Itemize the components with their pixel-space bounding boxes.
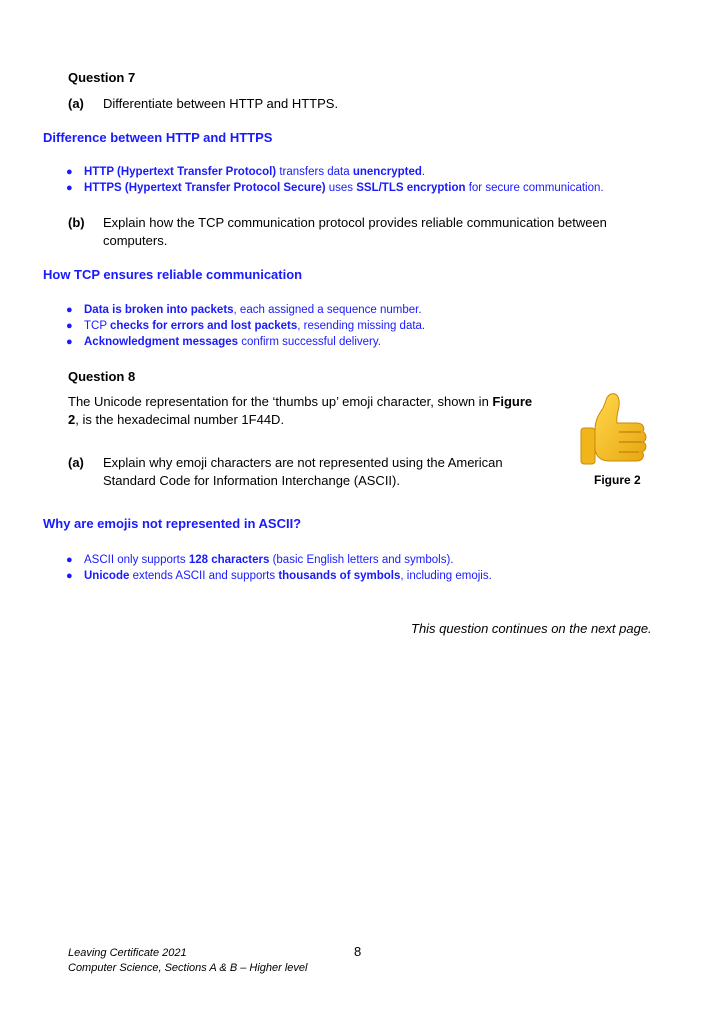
- list-item: ● Data is broken into packets, each assigned a sequence number.: [66, 304, 422, 316]
- answer-8a-list: [62, 552, 492, 584]
- list-item: ● Unicode extends ASCII and supports thousands of symbols, including emojis.: [66, 570, 492, 582]
- answer-8a-heading: Why are emojis not represented in ASCII?: [43, 516, 302, 531]
- answer-7a-list: [62, 164, 604, 196]
- q7b-text: Explain how the TCP communication protocol provides reliable communication between computers.: [103, 215, 607, 248]
- q8a-label: (a): [68, 455, 84, 470]
- list-item: ● HTTPS (Hypertext Transfer Protocol Secure) uses SSL/TLS encryption for secure communication.: [66, 182, 604, 194]
- q8a-text: Explain why emoji characters are not represented using the American Standard Code for Information Interchange (ASCII).: [103, 455, 503, 488]
- list-item: ● TCP checks for errors and lost packets, resending missing data.: [66, 320, 426, 332]
- list-item: ● ASCII only supports 128 characters (basic English letters and symbols).: [66, 554, 454, 566]
- answer-7b-heading: How TCP ensures reliable communication: [43, 267, 303, 282]
- continues-note: This question continues on the next page.: [411, 621, 652, 636]
- question-8-heading: Question 8: [68, 369, 136, 384]
- answer-7a-heading: Difference between HTTP and HTTPS: [43, 130, 273, 145]
- q7a-label: (a): [68, 96, 84, 111]
- list-item: ● Acknowledgment messages confirm successful delivery.: [66, 336, 381, 348]
- thumbs-up-emoji-icon: [573, 390, 657, 476]
- list-item: ● HTTP (Hypertext Transfer Protocol) transfers data unencrypted.: [66, 166, 426, 178]
- q7b-label: (b): [68, 215, 85, 230]
- q8-intro: The Unicode representation for the ‘thumbs up’ emoji character, shown in Figure 2, is the hexadecimal number 1F44D.: [68, 394, 533, 427]
- question-7-heading: Question 7: [68, 70, 136, 85]
- page-number: 8: [354, 944, 362, 959]
- figure-2-caption: Figure 2: [594, 473, 641, 487]
- q7a-text: Differentiate between HTTP and HTTPS.: [103, 96, 339, 111]
- answer-7b-list: [62, 302, 425, 350]
- footer-exam: Leaving Certificate 2021 Computer Science, Sections A & B – Higher level: [68, 947, 308, 974]
